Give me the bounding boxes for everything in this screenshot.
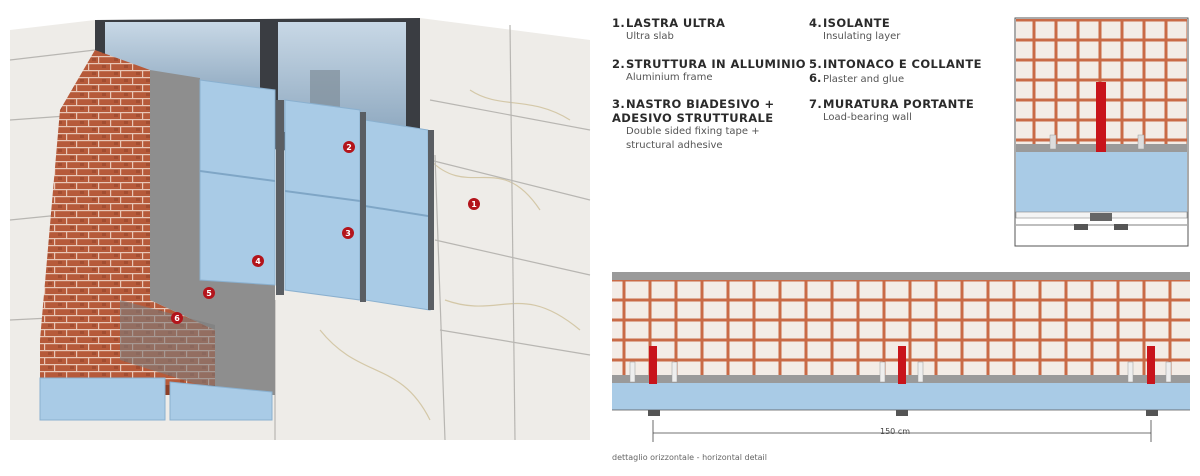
marker-2-label: 2 (346, 143, 352, 152)
dimension-label: 150 cm (880, 427, 911, 436)
legend-item-4 (809, 16, 1003, 44)
legend-item-2 (612, 57, 806, 85)
marker-5-label: 5 (206, 289, 212, 298)
anchor-right (1147, 346, 1155, 384)
legend-item-1 (612, 16, 806, 44)
legend-subtitle: Insulating layer (823, 31, 901, 42)
anchor-left (649, 346, 657, 384)
marker-4-label: 4 (255, 257, 261, 266)
legend-subtitle: Plaster and glue (823, 74, 905, 85)
legend-title: LASTRA ULTRA (626, 16, 726, 30)
caption: dettaglio orizzontale - horizontal detail (612, 453, 767, 462)
marker-5 (203, 287, 215, 299)
anchor-center (898, 346, 906, 384)
vertical-detail (1015, 18, 1188, 246)
legend-subtitle: Ultra slab (626, 31, 674, 42)
legend-num: 2. (612, 57, 626, 71)
marker-4 (252, 255, 264, 267)
legend-title: ISOLANTE (823, 16, 891, 30)
legend-title: STRUTTURA IN ALLUMINIO (626, 57, 806, 71)
marker-6 (171, 312, 183, 324)
marker-1 (468, 198, 480, 210)
legend-item-5 (809, 57, 989, 87)
legend-title: NASTRO BIADESIVO + ADESIVO STRUTTURALE (612, 97, 775, 125)
legend-item-7 (809, 97, 1003, 125)
legend (612, 14, 1012, 164)
legend-num: 1. (612, 16, 626, 30)
marker-3-label: 3 (345, 229, 351, 238)
legend-subtitle: Load-bearing wall (823, 112, 912, 123)
vertical-anchor (1096, 82, 1106, 152)
legend-item-3 (612, 97, 802, 153)
legend-title: INTONACO E COLLANTE (823, 57, 982, 71)
legend-subtitle: Double sided fixing tape + structural adhesive (626, 126, 760, 151)
legend-num: 3. (612, 97, 626, 111)
horizontal-detail (612, 272, 1190, 442)
legend-num: 7. (809, 97, 823, 111)
marker-1-label: 1 (471, 200, 477, 209)
legend-num: 4. (809, 16, 823, 30)
marker-6-label: 6 (174, 314, 180, 323)
legend-subtitle: Aluminium frame (626, 72, 713, 83)
marker-3 (342, 227, 354, 239)
legend-title: MURATURA PORTANTE (823, 97, 975, 111)
legend-num: 6. (809, 71, 822, 85)
legend-num: 5. (809, 57, 823, 71)
marker-2 (343, 141, 355, 153)
